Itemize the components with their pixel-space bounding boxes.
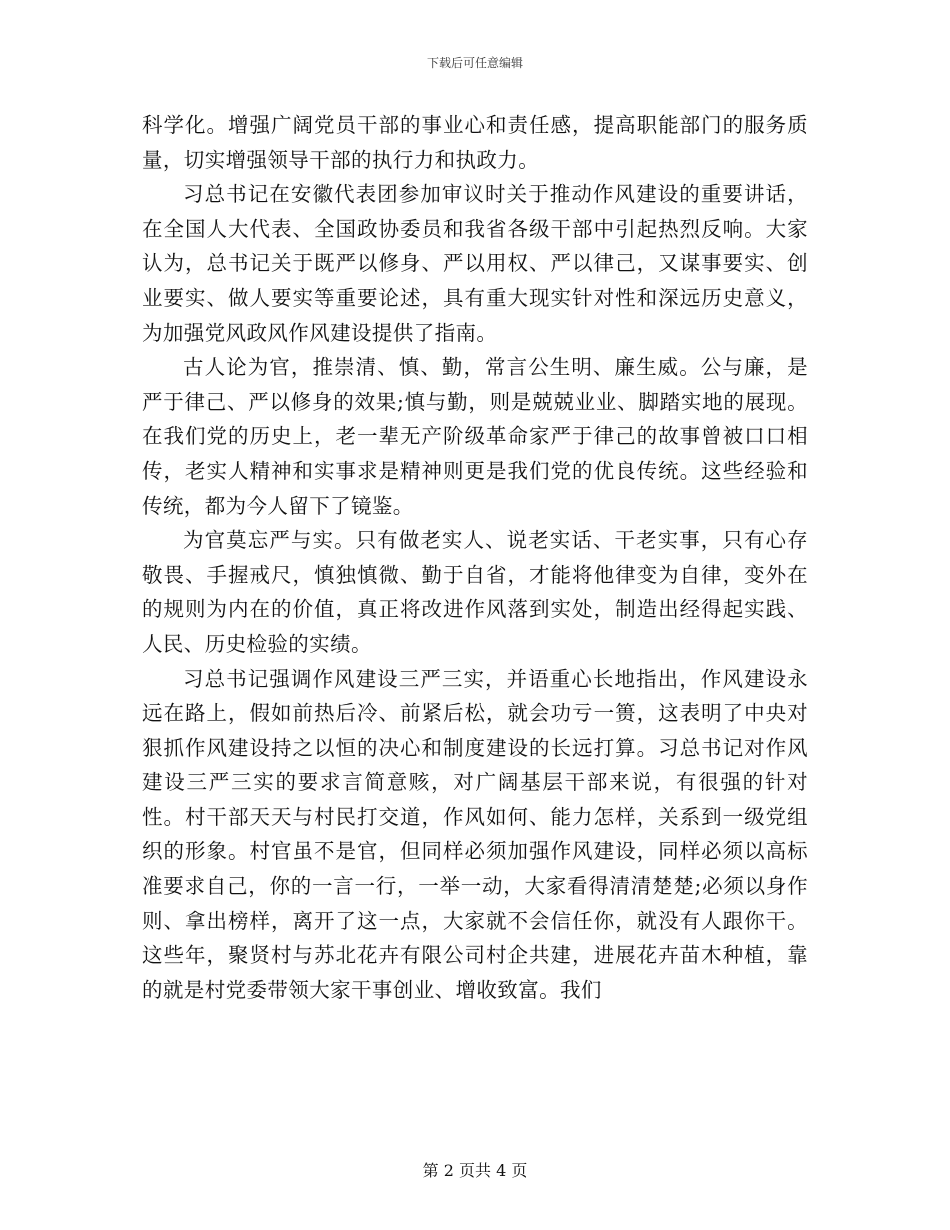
document-body xyxy=(142,108,808,1007)
paragraph-continuation: 科学化。增强广阔党员干部的事业心和责任感，提高职能部门的服务质量，切实增强领导干部的执行力和执政力。 xyxy=(142,113,808,172)
page-header-note: 下载后可任意编辑 xyxy=(426,56,523,70)
paragraph-speech-response: 习总书记在安徽代表团参加审议时关于推动作风建设的重要讲话，在全国人大代表、全国政协委员和我省各级干部中引起热烈反响。大家认为，总书记关于既严以修身、严以用权、严以律己，又谋事要实、创业要实、做人要实等重要论述，具有重大现实针对性和深远历史意义，为加强党风政风作风建设提供了指南。 xyxy=(142,182,808,345)
paragraph-strict-and-practical: 为官莫忘严与实。只有做老实人、说老实话、干老实事，只有心存敬畏、手握戒尺，慎独慎微、勤于自省，才能将他律变为自律，变外在的规则为内在的价值，真正将改进作风落到实处，制造出经得起实践、人民、历史检验的实绩。 xyxy=(142,528,808,656)
paragraph-ancient-officials: 古人论为官，推崇清、慎、勤，常言公生明、廉生威。公与廉，是严于律己、严以修身的效果;慎与勤，则是兢兢业业、脚踏实地的展现。在我们党的历史上，老一辈无产阶级革命家严于律己的故事曾被口口相传，老实人精神和实事求是精神则更是我们党的优良传统。这些经验和传统，都为今人留下了镜鉴。 xyxy=(142,355,808,518)
paragraph-three-stricts: 习总书记强调作风建设三严三实，并语重心长地指出，作风建设永远在路上，假如前热后冷、前紧后松，就会功亏一篑，这表明了中央对狠抓作风建设持之以恒的决心和制度建设的长远打算。习总书记对作风建设三严三实的要求言简意赅，对广阔基层干部来说，有很强的针对性。村干部天天与村民打交道，作风如何、能力怎样，关系到一级党组织的形象。村官虽不是官，但同样必须加强作风建设，同样必须以高标准要求自己，你的一言一行，一举一动，大家看得清清楚楚;必须以身作则、拿出榜样，离开了这一点，大家就不会信任你，就没有人跟你干。这些年，聚贤村与苏北花卉有限公司村企共建，进展花卉苗木种植，靠的就是村党委带领大家干事创业、增收致富。我们 xyxy=(142,666,808,1002)
page-number: 第 2 页共 4 页 xyxy=(422,1161,528,1180)
